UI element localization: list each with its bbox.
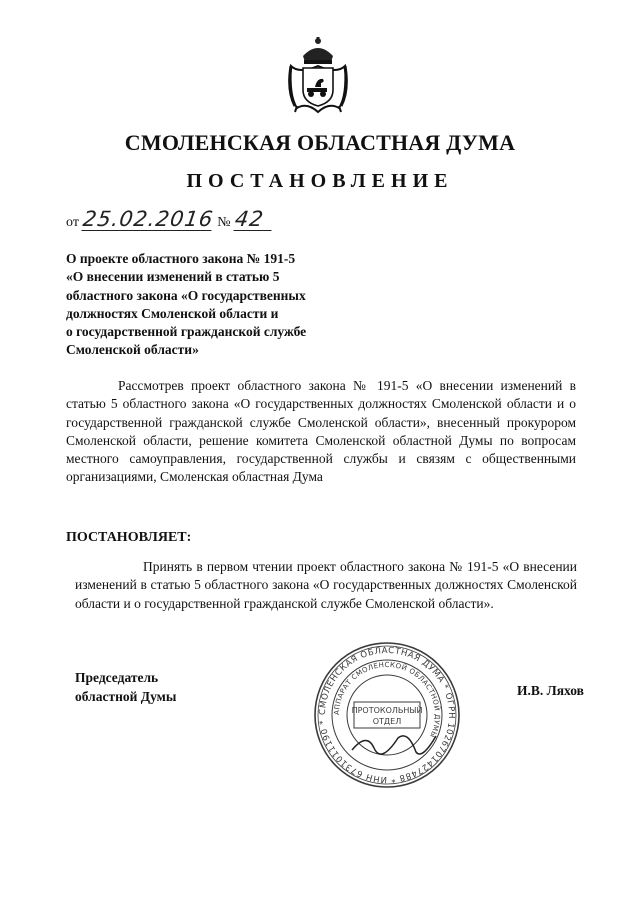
title-line: областного закона «О государственных xyxy=(66,287,306,303)
handwritten-number: 42 xyxy=(233,208,274,231)
seal-inner-text: АППАРАТ СМОЛЕНСКОЙ ОБЛАСТНОЙ ДУМЫ xyxy=(332,660,442,740)
document-type-heading: ПОСТАНОВЛЕНИЕ xyxy=(186,170,454,192)
seal-center-line2: ОТДЕЛ xyxy=(372,717,402,726)
handwritten-signature xyxy=(352,736,436,754)
official-seal-stamp xyxy=(312,640,462,790)
seal-center-line1: ПРОТОКОЛЬНЫЙ xyxy=(351,706,423,715)
date-label: от xyxy=(66,215,79,230)
seal-outer-text: СМОЛЕНСКАЯ ОБЛАСТНАЯ ДУМА * ОГРН 1026701427488 * ИНН 6731011190 * xyxy=(317,645,457,785)
resolution-title xyxy=(66,250,366,360)
preamble-paragraph: Рассмотрев проект областного закона № 191-5 «О внесении изменений в статью 5 областного закона «О государственных должностях Смоленской области и о государственной гражданской службе Смоленской области», внесенный прокурором Смоленской области, решение комитета Смоленской областной Думы по вопросам местного самоуправления, государственной службы и связям с общественными организациями, Смоленская областная Дума xyxy=(66,378,576,485)
title-line: Смоленской области» xyxy=(66,342,199,358)
title-line: о государственной гражданской службе xyxy=(66,324,307,340)
position-line: областной Думы xyxy=(75,689,177,704)
title-line: «О внесении изменений в статью 5 xyxy=(66,269,280,285)
position-line: Председатель xyxy=(75,670,159,685)
number-label: № xyxy=(217,215,231,230)
signatory-position xyxy=(75,668,176,706)
date-number-line xyxy=(66,208,273,232)
handwritten-date: 25.02.2016 xyxy=(81,207,215,231)
decision-paragraph: Принять в первом чтении проект областного закона № 191-5 «О внесении изменений в статью 5 областного закона «О государственных должностях Смоленской области и о государственной гражданской службе Смоленской области». xyxy=(75,559,577,611)
signer-name: И.В. Ляхов xyxy=(517,683,584,698)
organization-name: СМОЛЕНСКАЯ ОБЛАСТНАЯ ДУМА xyxy=(124,130,516,155)
title-line: должностях Смоленской области и xyxy=(66,305,279,321)
resolves-heading: ПОСТАНОВЛЯЕТ: xyxy=(66,530,192,545)
title-line: О проекте областного закона № 191-5 xyxy=(66,251,296,266)
coat-of-arms-emblem xyxy=(287,36,349,114)
